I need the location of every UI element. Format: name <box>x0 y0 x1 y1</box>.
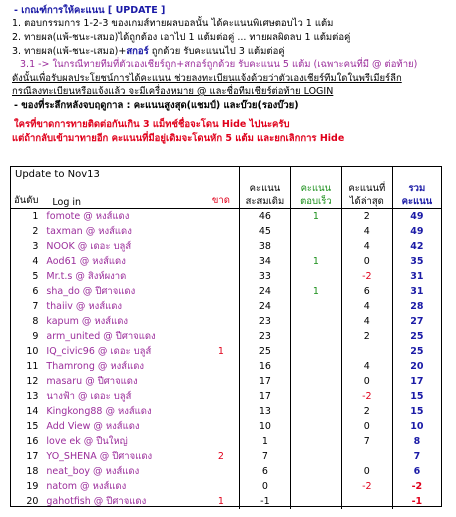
row-rank: 8 <box>32 316 39 327</box>
table-row <box>11 344 441 359</box>
header-correct: คะแนน ตอบเร็ว <box>300 183 332 207</box>
row-gained <box>341 344 392 359</box>
row-correct <box>290 479 341 494</box>
rule-line-1: 1. ตอบกรรมการ 1-2-3 ของเกมส์ทายผลบอลนั้น ได้คะแนนพิเศษตอบไว 1 แต้ม <box>12 18 334 29</box>
row-correct <box>290 269 341 284</box>
update-title: Update to Nov13 <box>15 169 100 180</box>
row-rank: 9 <box>32 331 39 342</box>
row-sum: -2 <box>411 481 423 492</box>
row-correct <box>290 239 341 254</box>
table-row <box>11 314 441 329</box>
row-sum: 20 <box>410 361 424 372</box>
row-missed: 1 <box>203 494 240 509</box>
row-rank: 2 <box>32 226 39 237</box>
row-gained: 0 <box>341 464 392 479</box>
row-total: 33 <box>239 269 290 284</box>
rule-line-6: กรณีลงทะเบียนหรือแจ้งแล้ว จะมีเครื่องหมาย @ และชื่อทีมเชียร์ต่อท้าย LOGIN <box>12 86 334 97</box>
row-rank: 17 <box>26 451 39 462</box>
header-total: คะแนน สะสมเดิม <box>245 183 285 207</box>
table-row <box>11 449 441 464</box>
row-gained: 2 <box>341 404 392 419</box>
table-row <box>11 329 441 344</box>
rule-line-4: 3.1 -> ในกรณีทายทีมที่ตัวเองเชียร์ถูก+สกอร์ถูกด้วย รับคะแนน 5 แต้ม (เฉพาะคนที่มี @ ต่อท้าย) <box>20 59 418 70</box>
row-missed <box>203 284 240 299</box>
table-row <box>11 419 441 434</box>
row-correct <box>290 449 341 464</box>
row-total: 0 <box>239 479 290 494</box>
header-gained: คะแนนที่ ได้ล่าสุด <box>348 183 386 207</box>
row-missed <box>203 224 240 239</box>
row-missed <box>203 374 240 389</box>
row-correct <box>290 329 341 344</box>
table-body <box>11 209 441 510</box>
table-row <box>11 284 441 299</box>
rule-line-5: ดังนั้นเพื่อรับผลประโยชน์การได้คะแนน ช่วยลงทะเบียนแจ้งด้วยว่าตัวเองเชียร์ทีมใดในพรีเมียร์ลีก <box>12 73 402 84</box>
row-missed <box>203 329 240 344</box>
table-row <box>11 494 441 509</box>
row-missed <box>203 389 240 404</box>
row-rank: 20 <box>26 496 39 507</box>
row-rank: 1 <box>32 211 39 222</box>
row-correct <box>290 224 341 239</box>
row-login: thaiiv @ หงส์แดง <box>46 301 123 312</box>
row-total: 17 <box>239 374 290 389</box>
row-rank: 14 <box>26 406 39 417</box>
header-missed: ขาด <box>203 182 240 209</box>
row-sum: 25 <box>410 331 424 342</box>
row-total: 38 <box>239 239 290 254</box>
rule-line-3-part-a: 3. ทายผล(แพ้-ชนะ-เสมอ)+ <box>12 46 127 57</box>
row-login: taxman @ หงส์แดง <box>46 226 132 237</box>
row-correct <box>290 419 341 434</box>
row-missed <box>203 254 240 269</box>
row-sum: 6 <box>413 466 421 477</box>
row-missed <box>203 269 240 284</box>
row-correct <box>290 344 341 359</box>
row-rank: 3 <box>32 241 39 252</box>
row-gained: 4 <box>341 299 392 314</box>
row-sum: 42 <box>410 241 424 252</box>
row-correct <box>290 389 341 404</box>
promo-text: - ของที่ระลึกหลังจบฤดูกาล : คะแนนสูงสุด(แชมป์) และบ๊วย(รองบ๊วย) <box>14 100 299 111</box>
row-missed <box>203 359 240 374</box>
row-correct <box>290 404 341 419</box>
row-login: love ek @ ปืนใหญ่ <box>46 436 128 447</box>
row-correct <box>290 434 341 449</box>
row-missed <box>203 464 240 479</box>
row-missed <box>203 434 240 449</box>
row-rank: 19 <box>26 481 39 492</box>
row-correct <box>290 464 341 479</box>
table-row <box>11 359 441 374</box>
row-login: fomote @ หงส์แดง <box>46 211 130 222</box>
row-correct <box>290 359 341 374</box>
row-gained <box>341 449 392 464</box>
row-login: neat_boy @ หงส์แดง <box>46 466 140 477</box>
row-login: Mr.t.s @ สิงห์ผงาด <box>46 271 127 282</box>
row-missed <box>203 404 240 419</box>
row-login: natom @ หงส์แดง <box>46 481 127 492</box>
row-sum: 17 <box>410 376 424 387</box>
row-gained: 7 <box>341 434 392 449</box>
row-rank: 11 <box>26 361 39 372</box>
row-rank: 4 <box>32 256 39 267</box>
row-sum: 15 <box>410 406 424 417</box>
row-login: YO_SHENA @ ปีศาจแดง <box>46 451 153 462</box>
row-missed <box>203 209 240 225</box>
row-gained: -2 <box>341 479 392 494</box>
row-missed: 1 <box>203 344 240 359</box>
row-login: Aod61 @ หงส์แดง <box>46 256 126 267</box>
row-gained: 4 <box>341 224 392 239</box>
row-gained: 2 <box>341 329 392 344</box>
row-correct: 1 <box>290 254 341 269</box>
row-gained: 0 <box>341 254 392 269</box>
row-sum: -1 <box>411 496 423 507</box>
row-total: 7 <box>239 449 290 464</box>
table-row <box>11 299 441 314</box>
row-login: Add View @ หงส์แดง <box>46 421 140 432</box>
table-row <box>11 239 441 254</box>
row-total: 10 <box>239 419 290 434</box>
table-row <box>11 404 441 419</box>
row-login: IQ_civic96 @ เดอะ บลูส์ <box>46 346 152 357</box>
row-total: 46 <box>239 209 290 225</box>
row-correct <box>290 314 341 329</box>
row-gained <box>341 494 392 509</box>
row-gained: 0 <box>341 374 392 389</box>
row-missed <box>203 239 240 254</box>
table-header-row <box>11 182 441 209</box>
row-rank: 6 <box>32 286 39 297</box>
row-correct <box>290 494 341 509</box>
row-total: 17 <box>239 389 290 404</box>
row-total: 13 <box>239 404 290 419</box>
row-missed <box>203 314 240 329</box>
row-login: gahotfish @ ปีศาจแดง <box>46 496 147 507</box>
row-sum: 25 <box>410 346 424 357</box>
row-missed <box>203 479 240 494</box>
table-row <box>11 374 441 389</box>
table-row <box>11 269 441 284</box>
warning-line-1: ใครที่ขาดการทายติดต่อกันเกิน 3 แม็ทช์ชื่อจะโดน Hide ไปนะครับ <box>14 119 290 130</box>
table-row <box>11 434 441 449</box>
row-rank: 10 <box>26 346 39 357</box>
row-missed <box>203 299 240 314</box>
row-login: arm_united @ ปีศาจแดง <box>46 331 156 342</box>
row-correct: 1 <box>290 209 341 225</box>
table-row <box>11 209 441 225</box>
row-rank: 18 <box>26 466 39 477</box>
row-login: masaru @ ปีศาจแดง <box>46 376 138 387</box>
row-gained: -2 <box>341 389 392 404</box>
row-gained: 0 <box>341 419 392 434</box>
row-total: -1 <box>239 494 290 509</box>
row-gained: -2 <box>341 269 392 284</box>
table-row <box>11 464 441 479</box>
header-login: Log in <box>40 182 202 209</box>
row-total: 1 <box>239 434 290 449</box>
row-missed <box>203 419 240 434</box>
row-sum: 7 <box>413 451 421 462</box>
header-sum: รวม คะแนน <box>401 183 433 207</box>
row-login: sha_do @ ปีศาจแดง <box>46 286 136 297</box>
table-row <box>11 479 441 494</box>
row-total: 24 <box>239 284 290 299</box>
table-title-row <box>11 167 441 182</box>
table-row <box>11 389 441 404</box>
row-total: 23 <box>239 329 290 344</box>
row-sum: 31 <box>410 271 424 282</box>
rule-line-3-part-c: ถูกด้วย รับคะแนนไป 3 แต้มต่อคู่ <box>148 46 285 57</box>
row-total: 34 <box>239 254 290 269</box>
row-total: 23 <box>239 314 290 329</box>
row-rank: 7 <box>32 301 39 312</box>
row-total: 25 <box>239 344 290 359</box>
row-login: kapum @ หงส์แดง <box>46 316 129 327</box>
row-gained: 6 <box>341 284 392 299</box>
row-login: NOOK @ เดอะ บลูส์ <box>46 241 132 252</box>
row-total: 16 <box>239 359 290 374</box>
row-gained: 4 <box>341 239 392 254</box>
row-login: นางฟ้า @ เดอะ บลูส์ <box>46 391 132 402</box>
rule-line-3-score: สกอร์ <box>126 46 149 57</box>
rule-line-2: 2. ทายผล(แพ้-ชนะ-เสมอ)ได้ถูกต้อง เอาไป 1 แต้มต่อคู่ ... ทายผลผิดลบ 1 แต้มต่อคู่ <box>12 32 351 43</box>
row-sum: 49 <box>410 226 424 237</box>
row-total: 45 <box>239 224 290 239</box>
row-sum: 10 <box>410 421 424 432</box>
warning-line-2: แต่ถ้ากลับเข้ามาทายอีก คะแนนที่มีอยู่เดิมจะโดนหัก 5 แต้ม และยกเลิกการ Hide <box>12 133 345 144</box>
row-rank: 5 <box>32 271 39 282</box>
row-sum: 8 <box>413 436 421 447</box>
row-sum: 35 <box>410 256 424 267</box>
row-sum: 27 <box>410 316 424 327</box>
row-sum: 15 <box>410 391 424 402</box>
row-login: Thamrong @ หงส์แดง <box>46 361 145 372</box>
row-gained: 2 <box>341 209 392 225</box>
row-rank: 13 <box>26 391 39 402</box>
row-correct <box>290 299 341 314</box>
row-gained: 4 <box>341 359 392 374</box>
row-gained: 4 <box>341 314 392 329</box>
header-rank: อันดับ <box>11 182 40 209</box>
row-correct <box>290 374 341 389</box>
row-total: 24 <box>239 299 290 314</box>
table-row <box>11 224 441 239</box>
row-total: 6 <box>239 464 290 479</box>
score-table <box>10 166 442 507</box>
row-sum: 31 <box>410 286 424 297</box>
row-missed: 2 <box>203 449 240 464</box>
row-login: Kingkong88 @ หงส์แดง <box>46 406 152 417</box>
row-correct: 1 <box>290 284 341 299</box>
row-rank: 15 <box>26 421 39 432</box>
row-rank: 16 <box>26 436 39 447</box>
row-rank: 12 <box>26 376 39 387</box>
row-sum: 28 <box>410 301 424 312</box>
row-sum: 49 <box>410 211 424 222</box>
rules-title: - เกณฑ์การให้คะแนน [ UPDATE ] <box>14 5 166 16</box>
table-row <box>11 254 441 269</box>
